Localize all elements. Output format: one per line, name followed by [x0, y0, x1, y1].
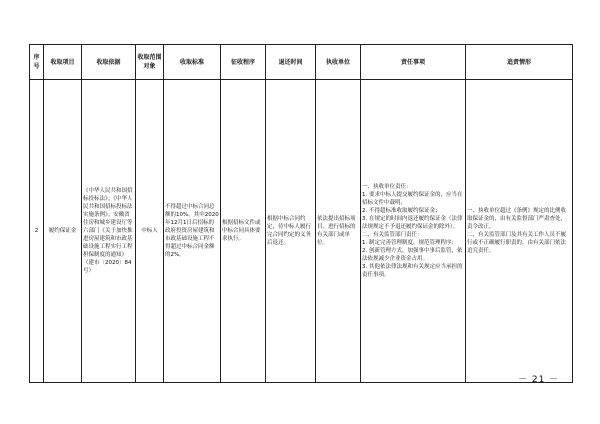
header-item: 收取项目: [44, 45, 82, 80]
cell-accountability: 一、执收单位超过《条例》规定的比例收取保证金的，由有关监督部门严肃查处，责令改正。 二、有关监管部门及其有关工作人员不履行或不正确履行职责的，由有关部门依法追究责任。: [466, 80, 573, 383]
cell-basis: 《中华人民共和国招标投标法》；《中华人民共和国招标投标法实施条例》；安徽省住房和城乡建设厅等六部门《关于加快推进房屋建筑和市政基础设施工程实行工程担保制度的通知》（建市〔2020〕84号）: [82, 80, 136, 383]
page-number: － 21 －: [518, 375, 560, 385]
cell-unit: 依法提出招标项目、进行招标的有关部门或单位。: [316, 80, 361, 383]
header-standard: 收取标准: [164, 45, 221, 80]
table-header-row: [30, 45, 573, 80]
cell-scope: 中标人: [136, 80, 164, 383]
cell-item: 履约保证金: [44, 80, 82, 383]
fee-table: [29, 44, 573, 383]
header-accountability: 追责情形: [466, 45, 573, 80]
header-scope: 收取范围对象: [136, 45, 164, 80]
cell-procedure: 根据招标文件或中标合同具体要求执行。: [221, 80, 266, 383]
header-procedure: 征收程序: [221, 45, 266, 80]
cell-refund-time: 根据中标合同约定，待中标人履行完合同约定的义务后退还。: [266, 80, 316, 383]
header-basis: 收取依据: [82, 45, 136, 80]
header-refund-time: 退还时间: [266, 45, 316, 80]
cell-no: 2: [30, 80, 44, 383]
table-row: [30, 80, 573, 383]
header-responsibility: 责任事项: [361, 45, 466, 80]
header-no: 序号: [30, 45, 44, 80]
cell-standard: 不得超过中标合同总额的10%。其中2020年12月1日后招标的政府投资房屋建筑和市政基础设施工程不得超过中标合同金额的2%。: [164, 80, 221, 383]
cell-responsibility: 一、执收单位责任： 1. 要求中标人提交履约保证金的，应当在招标文件中载明； 2. 不得超标准收取履约保证金； 3. 在规定的时间内退还履约保证金（法律法规规定不予退还履约保证金的除外）。 二、有关监管部门责任： 1. 制定完善管理制度，规范管理程序； 2. 创新管理方式，加强事中事后监管，依法依规减少企业资金占用。 3. 其他依法律法规和有关规定应当承担的责任事项。: [361, 80, 466, 383]
header-unit: 执收单位: [316, 45, 361, 80]
